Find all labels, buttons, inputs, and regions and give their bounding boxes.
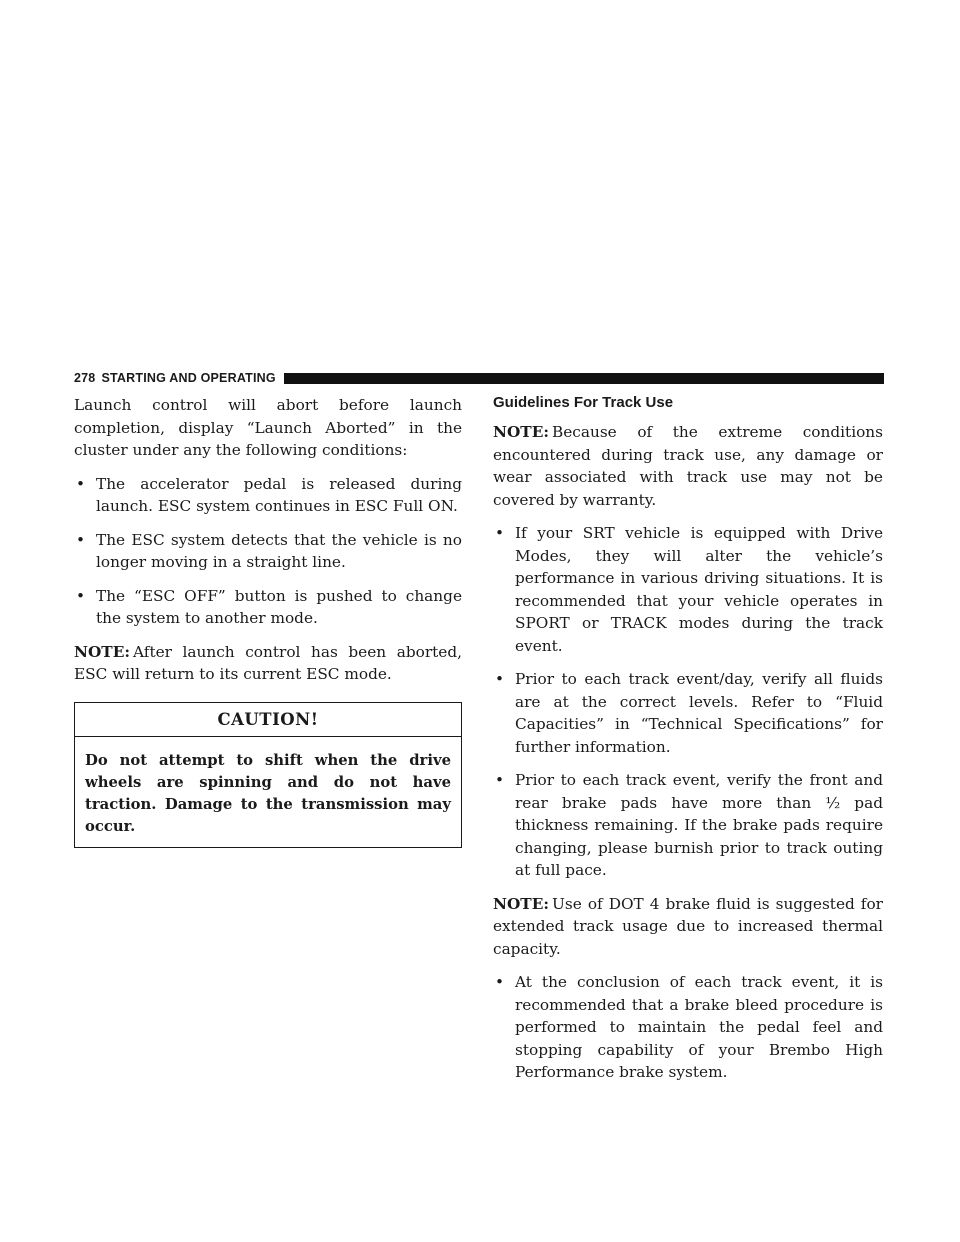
note-label: NOTE: <box>74 642 130 661</box>
section-title: STARTING AND OPERATING <box>101 371 276 385</box>
track-guidelines-list <box>493 522 883 882</box>
abort-conditions-list <box>74 473 462 630</box>
caution-text: Do not attempt to shift when the drive wheels are spinning and do not have traction. Damage to the transmission may occur. <box>85 752 451 835</box>
intro-paragraph: Launch control will abort before launch completion, display “Launch Aborted” in the cluster under any the following conditions: <box>74 396 462 459</box>
left-column <box>74 394 462 848</box>
track-conclusion-list <box>493 971 883 1084</box>
bullet-icon: • <box>76 586 86 605</box>
note-paragraph: NOTE: Because of the extreme conditions encountered during track use, any damage or wear associated with track use may not be covered by warranty. <box>493 423 883 509</box>
bullet-icon: • <box>495 973 505 991</box>
list-item: • Prior to each track event, verify the front and rear brake pads have more than ½ pad thickness remaining. If the brake pads require changing, please burnish prior to track outing at full pace. <box>495 771 883 879</box>
bullet-icon: • <box>495 524 505 542</box>
list-item: • The accelerator pedal is released during launch. ESC system continues in ESC Full ON. <box>76 474 462 515</box>
right-column <box>493 394 883 1095</box>
list-item: • The “ESC OFF” button is pushed to change the system to another mode. <box>76 586 462 627</box>
note-paragraph: NOTE: After launch control has been aborted, ESC will return to its current ESC mode. <box>74 642 462 683</box>
page-number: 278 <box>74 371 96 385</box>
list-item: • The ESC system detects that the vehicle is no longer moving in a straight line. <box>76 530 462 571</box>
bullet-icon: • <box>495 771 505 789</box>
caution-title: CAUTION! <box>75 703 461 738</box>
bullet-icon: • <box>495 670 505 688</box>
list-item: • Prior to each track event/day, verify all fluids are at the correct levels. Refer to “Fluid Capacities” in “Technical Specifications” for further information. <box>495 670 883 756</box>
bullet-icon: • <box>76 530 86 549</box>
section-heading: Guidelines For Track Use <box>493 394 674 411</box>
note-label: NOTE: <box>493 894 549 913</box>
header-rule <box>284 373 884 384</box>
list-item: • At the conclusion of each track event, it is recommended that a brake bleed procedure is performed to maintain the pedal feel and stopping capability of your Brembo High Performance brake system. <box>495 973 883 1081</box>
note-paragraph: NOTE: Use of DOT 4 brake fluid is suggested for extended track usage due to increased thermal capacity. <box>493 894 883 958</box>
caution-box <box>74 702 462 849</box>
bullet-icon: • <box>76 474 86 493</box>
note-label: NOTE: <box>493 423 549 441</box>
list-item: • If your SRT vehicle is equipped with Drive Modes, they will alter the vehicle’s performance in various driving situations. It is recommended that your vehicle operates in SPORT or TRACK modes during the track event. <box>495 524 883 655</box>
page-header <box>74 371 884 385</box>
